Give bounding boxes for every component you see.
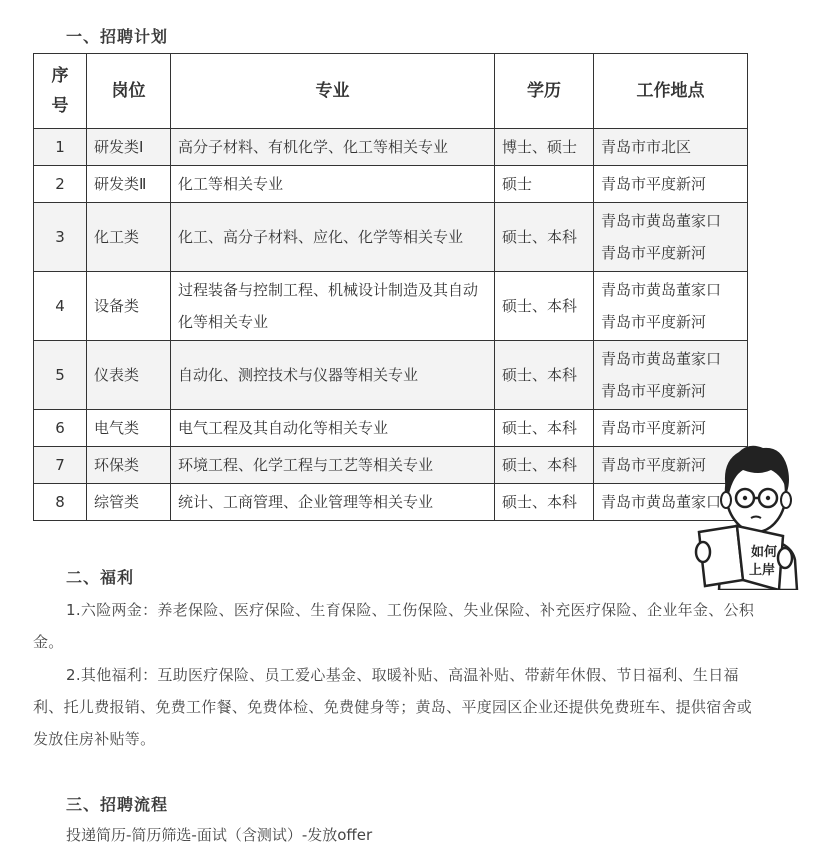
cell-position: 化工类 — [87, 203, 171, 272]
cell-major: 电气工程及其自动化等相关专业 — [171, 410, 495, 447]
cell-num: 5 — [34, 341, 87, 410]
cell-position: 研发类Ⅰ — [87, 129, 171, 166]
cell-location: 青岛市平度新河 — [594, 410, 748, 447]
cell-degree: 硕士 — [495, 166, 594, 203]
cell-major: 高分子材料、有机化学、化工等相关专业 — [171, 129, 495, 166]
benefit-item-other: 2.其他福利：互助医疗保险、员工爱心基金、取暖补贴、高温补贴、带薪年休假、节日福利、生日福利、托儿费报销、免费工作餐、免费体检、免费健身等；黄岛、平度园区企业还提供免费班车、提供宿舍或发放住房补贴等。 — [33, 666, 753, 748]
section-title-benefits: 二、福利 — [66, 568, 135, 587]
section-title-process: 三、招聘流程 — [66, 795, 169, 814]
book-text-line1: 如何 — [751, 545, 778, 560]
header-degree: 学历 — [495, 54, 594, 129]
recruitment-plan-table — [33, 53, 748, 521]
reading-boy-illustration — [691, 440, 821, 590]
table-row — [34, 129, 748, 166]
cell-major: 化工、高分子材料、应化、化学等相关专业 — [171, 203, 495, 272]
cell-location: 青岛市平度新河 — [594, 166, 748, 203]
section-title-plan: 一、招聘计划 — [66, 27, 169, 46]
cell-degree: 博士、硕士 — [495, 129, 594, 166]
book-text-line2: 上岸 — [749, 563, 776, 578]
cell-position: 电气类 — [87, 410, 171, 447]
cell-num: 4 — [34, 272, 87, 341]
cell-major: 统计、工商管理、企业管理等相关专业 — [171, 484, 495, 521]
cell-location: 青岛市平度新河 — [594, 447, 748, 484]
cell-degree: 硕士、本科 — [495, 484, 594, 521]
benefit-item-insurance: 1.六险两金：养老保险、医疗保险、生育保险、工伤保险、失业保险、补充医疗保险、企业年金、公积金。 — [33, 601, 755, 651]
table-header-row — [34, 54, 748, 129]
cell-num: 7 — [34, 447, 87, 484]
header-position: 岗位 — [87, 54, 171, 129]
cell-degree: 硕士、本科 — [495, 447, 594, 484]
table-row — [34, 484, 748, 521]
cell-major: 自动化、测控技术与仪器等相关专业 — [171, 341, 495, 410]
cell-major: 过程装备与控制工程、机械设计制造及其自动化等相关专业 — [171, 272, 495, 341]
table-row — [34, 410, 748, 447]
cell-major: 化工等相关专业 — [171, 166, 495, 203]
cell-major: 环境工程、化学工程与工艺等相关专业 — [171, 447, 495, 484]
cell-degree: 硕士、本科 — [495, 341, 594, 410]
cell-position: 设备类 — [87, 272, 171, 341]
header-major: 专业 — [171, 54, 495, 129]
cell-num: 1 — [34, 129, 87, 166]
cell-location: 青岛市黄岛董家口 青岛市平度新河 — [594, 272, 748, 341]
cell-position: 研发类Ⅱ — [87, 166, 171, 203]
cell-location: 青岛市黄岛董家口 — [594, 484, 748, 521]
cell-position: 环保类 — [87, 447, 171, 484]
table-row — [34, 447, 748, 484]
cell-location: 青岛市市北区 — [594, 129, 748, 166]
cell-degree: 硕士、本科 — [495, 410, 594, 447]
header-seq: 序 号 — [34, 54, 87, 129]
cell-degree: 硕士、本科 — [495, 272, 594, 341]
cell-position: 综管类 — [87, 484, 171, 521]
cell-location: 青岛市黄岛董家口 青岛市平度新河 — [594, 341, 748, 410]
cell-num: 8 — [34, 484, 87, 521]
cell-num: 6 — [34, 410, 87, 447]
cell-degree: 硕士、本科 — [495, 203, 594, 272]
cell-num: 3 — [34, 203, 87, 272]
cell-num: 2 — [34, 166, 87, 203]
table-row — [34, 166, 748, 203]
header-location: 工作地点 — [594, 54, 748, 129]
cell-position: 仪表类 — [87, 341, 171, 410]
table-row — [34, 203, 748, 272]
cell-location: 青岛市黄岛董家口 青岛市平度新河 — [594, 203, 748, 272]
recruitment-process-text: 投递简历-简历筛选-面试（含测试）-发放offer — [66, 826, 373, 844]
table-row — [34, 272, 748, 341]
table-row — [34, 341, 748, 410]
